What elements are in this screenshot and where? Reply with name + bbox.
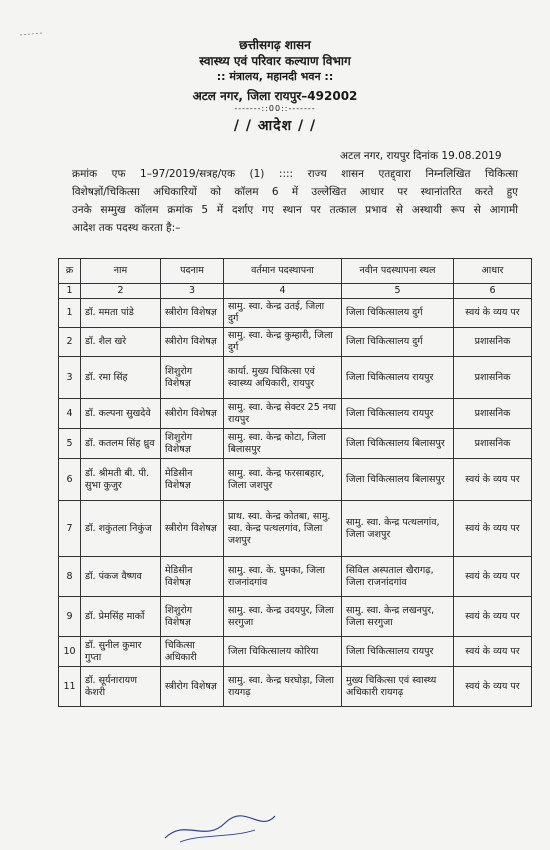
row-new-posting: मुख्य चिकित्सा एवं स्वास्थ्य अधिकारी रायगढ़ (342, 667, 454, 707)
table-row (59, 597, 532, 637)
row-designation: शिशुरोग विशेषज्ञ (161, 429, 224, 459)
row-name: डॉ. पंकज वैष्णव (81, 557, 161, 597)
row-serial: 6 (59, 459, 81, 501)
row-designation: स्त्रीरोग विशेषज्ञ (161, 667, 224, 707)
table-row (59, 667, 532, 707)
row-name: डॉ. ममता पांडे (81, 299, 161, 328)
row-name: डॉ. शैल खरे (81, 328, 161, 357)
row-new-posting: जिला चिकित्सालय दुर्ग (342, 328, 454, 357)
row-current-posting: प्राथ. स्वा. केन्द्र कोतबा, सामु. स्वा. केन्द्र पत्थलगांव, जिला जशपुर (224, 501, 342, 557)
row-new-posting: जिला चिकित्सालय दुर्ग (342, 299, 454, 328)
table-row (59, 637, 532, 667)
row-new-posting: जिला चिकित्सालय बिलासपुर (342, 459, 454, 501)
row-designation: स्त्रीरोग विशेषज्ञ (161, 299, 224, 328)
row-designation: शिशुरोग विशेषज्ञ (161, 597, 224, 637)
table-row (59, 459, 532, 501)
row-new-posting: जिला चिकित्सालय बिलासपुर (342, 429, 454, 459)
col-number: 5 (342, 284, 454, 299)
table-row (59, 299, 532, 328)
department-name: स्वास्थ्य एवं परिवार कल्याण विभाग (199, 54, 351, 68)
row-serial: 7 (59, 501, 81, 557)
row-current-posting: सामु. स्वा. केन्द्र घरघोड़ा, जिला रायगढ़ (224, 667, 342, 707)
row-serial: 1 (59, 299, 81, 328)
body-line: उनके सम्मुख कॉलम क्रमांक 5 में दर्शाए गए स्थान पर तत्काल प्रभाव से अस्थायी रूप से आगामी (72, 204, 518, 216)
row-name: डॉ. श्रीमती बी. पी. सुभा कुजुर (81, 459, 161, 501)
col-header-basis: आधार (454, 259, 532, 284)
row-current-posting: सामु. स्वा. केन्द्र उतई, जिला दुर्ग (224, 299, 342, 328)
signature-mark (160, 808, 280, 848)
row-serial: 2 (59, 328, 81, 357)
row-serial: 10 (59, 637, 81, 667)
row-basis: स्वयं के व्यय पर (454, 557, 532, 597)
row-new-posting: जिला चिकित्सालय रायपुर (342, 357, 454, 399)
row-new-posting: सिविल अस्पताल खैरागढ़, जिला राजनांदगांव (342, 557, 454, 597)
col-header-name: नाम (81, 259, 161, 284)
row-basis: स्वयं के व्यय पर (454, 299, 532, 328)
row-new-posting: जिला चिकित्सालय रायपुर (342, 399, 454, 429)
row-current-posting: सामु. स्वा. केन्द्र कुम्हारी, जिला दुर्ग (224, 328, 342, 357)
table-row (59, 357, 532, 399)
row-current-posting: सामु. स्वा. केन्द्र सेक्टर 25 नया रायपुर (224, 399, 342, 429)
row-designation: शिशुरोग विशेषज्ञ (161, 357, 224, 399)
col-header-current-posting: वर्तमान पदस्थापना (224, 259, 342, 284)
order-body (72, 165, 518, 237)
row-serial: 4 (59, 399, 81, 429)
row-current-posting: सामु. स्वा. केन्द्र उदयपुर, जिला सरगुजा (224, 597, 342, 637)
table-row (59, 501, 532, 557)
row-serial: 8 (59, 557, 81, 597)
row-basis: स्वयं के व्यय पर (454, 459, 532, 501)
row-basis: स्वयं के व्यय पर (454, 637, 532, 667)
row-serial: 9 (59, 597, 81, 637)
row-new-posting: सामु. स्वा. केन्द्र पत्थलगांव, जिला जशपुर (342, 501, 454, 557)
row-designation: चिकित्सा अधिकारी (161, 637, 224, 667)
office-name: :: मंत्रालय, महानदी भवन :: (216, 70, 334, 83)
table-row (59, 557, 532, 597)
dateline: अटल नगर, रायपुर दिनांक 19.08.2019 (340, 150, 502, 162)
row-current-posting: सामु. स्वा. केन्द्र फरसाबहार, जिला जशपुर (224, 459, 342, 501)
col-number: 1 (59, 284, 81, 299)
row-designation: स्त्रीरोग विशेषज्ञ (161, 399, 224, 429)
body-line: विशेषज्ञों/चिकित्सा अधिकारियों को कॉलम 6 में उल्लेखित आधार पर स्थानांतरित करते हुए (72, 186, 518, 198)
body-line: आदेश तक पदस्थ करता है:– (72, 222, 181, 234)
order-title: / / आदेश / / (233, 118, 317, 134)
row-current-posting: कार्या. मुख्य चिकित्सा एवं स्वास्थ्य अधिकारी, रायपुर (224, 357, 342, 399)
body-line: क्रमांक एफ 1–97/2019/सत्रह/एक (1) :::: राज्य शासन एतद्द्वारा निम्नलिखित चिकित्सा (72, 168, 518, 180)
row-basis: स्वयं के व्यय पर (454, 501, 532, 557)
col-number: 4 (224, 284, 342, 299)
separator: -------::00::------- (234, 104, 316, 113)
col-header-new-posting: नवीन पदस्थापना स्थल (342, 259, 454, 284)
row-name: डॉ. कल्पना सुखदेवे (81, 399, 161, 429)
transfer-table (58, 258, 532, 707)
row-new-posting: सामु. स्वा. केन्द्र लखनपुर, जिला सरगुजा (342, 597, 454, 637)
col-number: 2 (81, 284, 161, 299)
row-designation: मेडिसीन विशेषज्ञ (161, 557, 224, 597)
row-basis: प्रशासनिक (454, 328, 532, 357)
row-serial: 11 (59, 667, 81, 707)
govt-name: छत्तीसगढ़ शासन (239, 38, 311, 52)
row-name: डॉ. कतलम सिंह ध्रुव (81, 429, 161, 459)
row-name: डॉ. शकुंतला निकुंज (81, 501, 161, 557)
row-basis: प्रशासनिक (454, 429, 532, 459)
row-current-posting: सामु. स्वा. के. घुमका, जिला राजनांदगांव (224, 557, 342, 597)
col-number: 3 (161, 284, 224, 299)
row-name: डॉ. प्रेमसिंह मार्को (81, 597, 161, 637)
col-number: 6 (454, 284, 532, 299)
row-basis: प्रशासनिक (454, 357, 532, 399)
row-basis: प्रशासनिक (454, 399, 532, 429)
col-header-designation: पदनाम (161, 259, 224, 284)
row-current-posting: जिला चिकित्सालय कोरिया (224, 637, 342, 667)
row-designation: मेडिसीन विशेषज्ञ (161, 459, 224, 501)
column-number-row (59, 284, 532, 299)
table-header-row (59, 259, 532, 284)
row-current-posting: सामु. स्वा. केन्द्र कोटा, जिला बिलासपुर (224, 429, 342, 459)
row-basis: स्वयं के व्यय पर (454, 667, 532, 707)
row-name: डॉ. रमा सिंह (81, 357, 161, 399)
col-header-serial: क्र (59, 259, 81, 284)
row-serial: 5 (59, 429, 81, 459)
address: अटल नगर, जिला रायपुर–492002 (192, 89, 358, 103)
table-row (59, 328, 532, 357)
row-new-posting: जिला चिकित्सालय रायपुर (342, 637, 454, 667)
row-serial: 3 (59, 357, 81, 399)
table-row (59, 399, 532, 429)
table-row (59, 429, 532, 459)
row-name: डॉ. सूर्यनारायण केशरी (81, 667, 161, 707)
row-designation: स्त्रीरोग विशेषज्ञ (161, 501, 224, 557)
row-basis: स्वयं के व्यय पर (454, 597, 532, 637)
row-name: डॉ. सुनील कुमार गुप्ता (81, 637, 161, 667)
row-designation: स्त्रीरोग विशेषज्ञ (161, 328, 224, 357)
